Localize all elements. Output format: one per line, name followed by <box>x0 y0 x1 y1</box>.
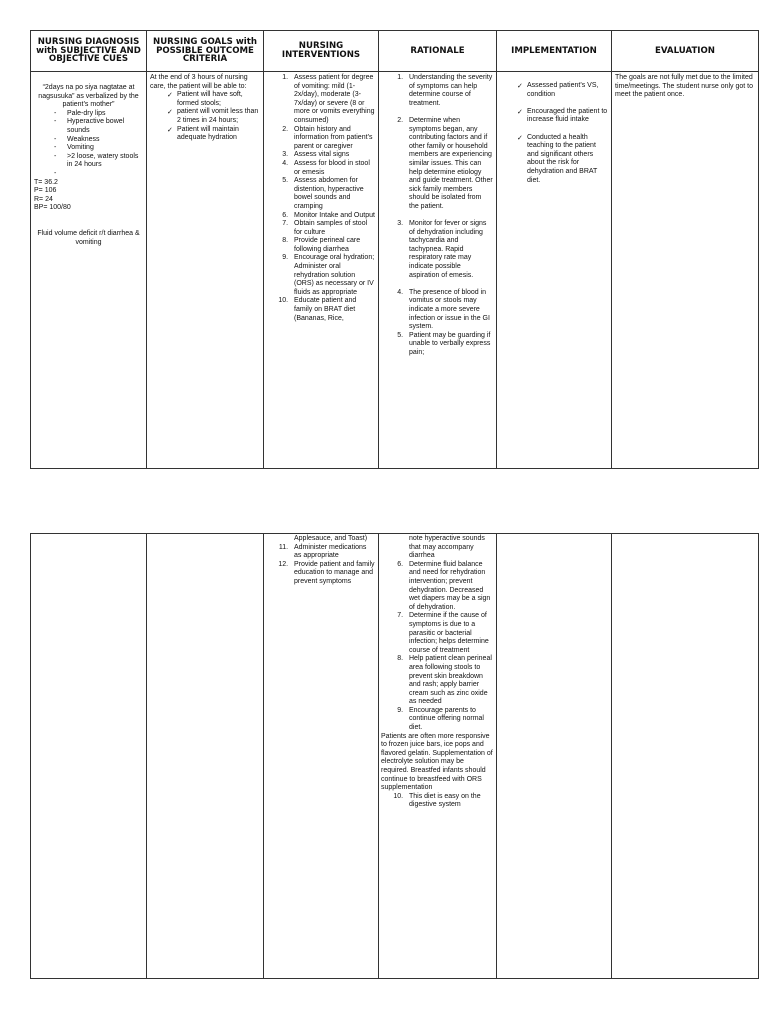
implementation-item: ✓ Conducted a health teaching to the patient and significant others about the risk for dehydration and BRAT diet. <box>517 134 608 186</box>
content-row <box>31 72 759 469</box>
implementation-list <box>500 82 608 185</box>
interventions-cell-continued <box>264 534 379 979</box>
interventions-cell <box>264 72 379 469</box>
vital-temp: T= 36.2 <box>34 178 58 186</box>
vital-resp: R= 24 <box>34 195 53 203</box>
cue-item: - Hyperactive bowel sounds <box>54 118 143 135</box>
evaluation-cell <box>612 72 759 469</box>
goal-item: ✓ Patient will maintain adequate hydration <box>167 126 260 143</box>
cue-item: - >2 loose, watery stools in 24 hours <box>54 153 143 170</box>
intervention-item: 4. Assess for blood in stool or emesis <box>290 160 375 177</box>
goals-cell <box>147 72 264 469</box>
goals-list <box>150 91 260 143</box>
rationale-item: 2. Determine when symptoms began, any contributing factors and if other family or household members are experiencing similar issues. This can help determine etiology and guide treatment. Other sick family members should be isolated from the patient. <box>405 117 493 212</box>
diagnosis-cell-continued <box>31 534 147 979</box>
intervention-item: 8. Provide perineal care following diarrhea <box>290 237 375 254</box>
implementation-item: ✓ Encouraged the patient to increase fluid intake <box>517 108 608 125</box>
evaluation-cell-continued <box>612 534 759 979</box>
header-interventions: NURSING INTERVENTIONS <box>264 31 379 72</box>
intervention-item: 9. Encourage oral hydration; Administer oral rehydration solution (ORS) as necessary or IV fluids as appropriate <box>290 254 375 297</box>
intervention-item: 7. Obtain samples of stool for culture <box>290 220 375 237</box>
rationale-item: 1. Understanding the severity of symptoms can help determine course of treatment. <box>405 74 493 108</box>
interventions-list <box>267 74 375 323</box>
rationale-item: 3. Monitor for fever or signs of dehydration including tachycardia and tachypnea. Rapid respiratory rate may indicate possible aspiration of emesis. <box>405 220 493 280</box>
rationale-item: 6. Determine fluid balance and need for rehydration intervention; prevent dehydration. Decreased wet diapers may be a sign of dehydration. <box>405 561 493 613</box>
header-evaluation: EVALUATION <box>612 31 759 72</box>
goal-item: ✓ patient will vomit less than 2 times in 24 hours; <box>167 108 260 125</box>
rationale-item: 8. Help patient clean perineal area following stools to prevent skin breakdown and rash; apply barrier cream such as zinc oxide as needed <box>405 655 493 707</box>
header-diagnosis: NURSING DIAGNOSIS with SUBJECTIVE AND OBJECTIVE CUES <box>31 31 147 72</box>
implementation-cell <box>497 72 612 469</box>
goal-item: ✓ Patient will have soft, formed stools; <box>167 91 260 108</box>
cue-item: - Pale-dry lips <box>54 110 143 119</box>
rationale-list-continued <box>382 561 493 733</box>
rationale-item: 4. The presence of blood in vomitus or stools may indicate a more severe infection or issue in the GI system. <box>405 289 493 332</box>
rationale-list-final <box>382 793 493 810</box>
rationale-continuation: note hyperactive sounds that may accompany diarrhea <box>409 535 485 560</box>
cue-item: - Vomiting <box>54 144 143 153</box>
intervention-item: 5. Assess abdomen for distention, hyperactive bowel sounds and cramping <box>290 177 375 211</box>
intervention-item: 3. Assess vital signs <box>290 151 375 160</box>
intervention-item: 6. Monitor Intake and Output <box>290 212 375 221</box>
diagnosis-cell <box>31 72 147 469</box>
goals-cell-continued <box>147 534 264 979</box>
intervention-item: 1. Assess patient for degree of vomiting: mild (1-2x/day), moderate (3-7x/day) or severe (8 or more or vomits everything consumed) <box>290 74 375 126</box>
intervention-item: 11. Administer medications as appropriate <box>290 544 375 561</box>
header-implementation: IMPLEMENTATION <box>497 31 612 72</box>
header-rationale: RATIONALE <box>379 31 497 72</box>
intervention-item: 10. Educate patient and family on BRAT diet (Bananas, Rice, <box>290 297 375 323</box>
rationale-list <box>382 74 493 358</box>
care-plan-table-page-1 <box>30 30 759 469</box>
vital-bp: BP= 100/80 <box>34 204 71 212</box>
rationale-notes: Patients are often more responsive to frozen juice bars, ice pops and flavored gelatin. Supplementation of electrolyte solution may be required. Breastfed infants should continue to breastfeed with ORS supplementation <box>381 732 493 792</box>
continuation-row <box>31 534 759 979</box>
cue-item: - Weakness <box>54 136 143 145</box>
diagnosis-statement: Fluid volume deficit r/t diarrhea & vomiting <box>37 229 140 246</box>
rationale-item: 7. Determine if the cause of symptoms is due to a parasitic or bacterial infection; helps determine course of treatment <box>405 612 493 655</box>
intervention-continuation: Applesauce, and Toast) <box>294 535 368 542</box>
objective-cues-list <box>34 110 143 179</box>
intervention-item: 12. Provide patient and family education to manage and prevent symptoms <box>290 561 375 587</box>
cue-item <box>54 170 143 179</box>
header-row <box>31 31 759 72</box>
rationale-item: 10. This diet is easy on the digestive system <box>405 793 493 810</box>
interventions-list-continued <box>267 544 375 587</box>
rationale-cell <box>379 72 497 469</box>
implementation-item: ✓ Assessed patient’s VS, condition <box>517 82 608 99</box>
header-goals: NURSING GOALS with POSSIBLE OUTCOME CRITERIA <box>147 31 264 72</box>
rationale-item: 5. Patient may be guarding if unable to verbally express pain; <box>405 332 493 358</box>
subjective-cue: “2days na po siya nagtatae at nagsusuka” as verbalized by the patient’s mother” <box>38 84 139 109</box>
goals-intro: At the end of 3 hours of nursing care, the patient will be able to: <box>150 74 248 90</box>
vital-pulse: P= 106 <box>34 187 57 195</box>
implementation-cell-continued <box>497 534 612 979</box>
rationale-item: 9. Encourage parents to continue offering normal diet. <box>405 707 493 733</box>
care-plan-table-page-2 <box>30 533 759 979</box>
rationale-cell-continued <box>379 534 497 979</box>
evaluation-text: The goals are not fully met due to the limited time/meetings. The student nurse only got to meet the patient once. <box>615 74 754 99</box>
intervention-item: 2. Obtain history and information from patient’s parent or caregiver <box>290 126 375 152</box>
